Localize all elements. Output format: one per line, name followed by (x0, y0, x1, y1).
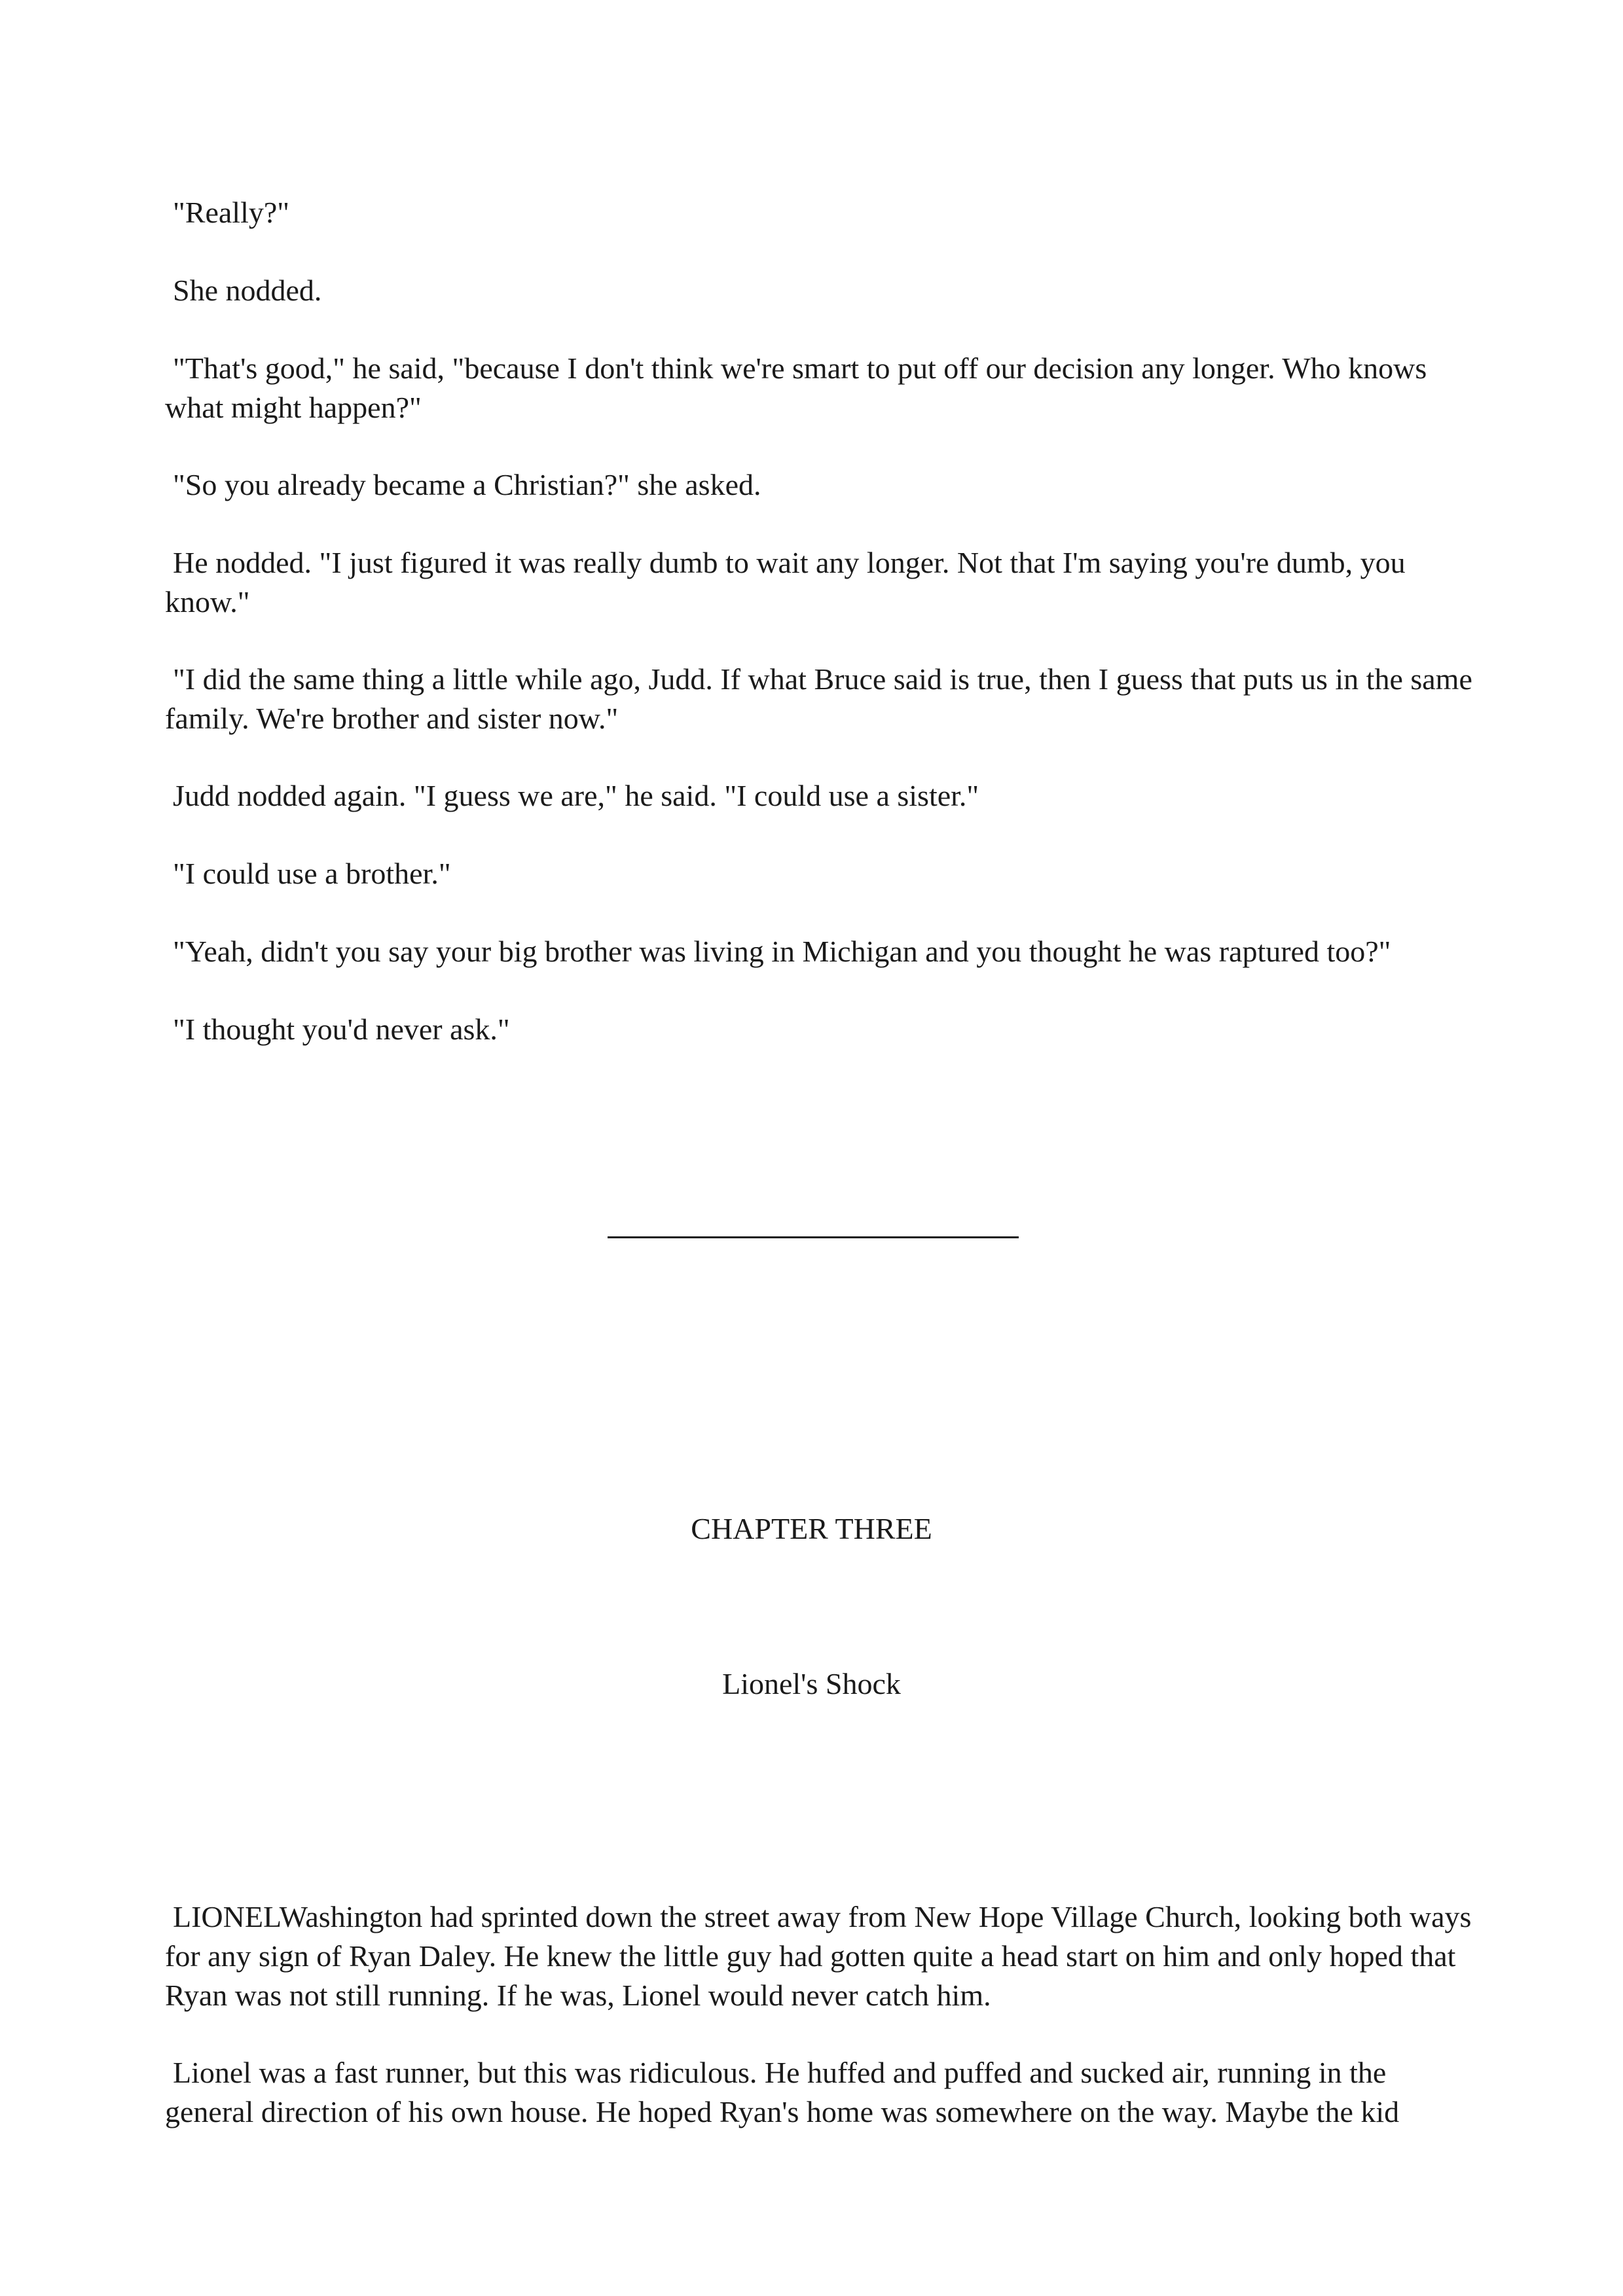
section-divider (608, 1236, 1019, 1238)
paragraph: "Really?" (173, 196, 290, 229)
chapter-number: CHAPTER THREE (691, 1512, 932, 1545)
paragraph: He nodded. "I just figured it was really dumb to wait any longer. Not that I'm saying you're dumb, you know." (165, 546, 1406, 619)
paragraph: She nodded. (173, 274, 322, 307)
paragraph: "Yeah, didn't you say your big brother was living in Michigan and you thought he was raptured too?" (173, 935, 1391, 968)
paragraph: "I thought you'd never ask." (173, 1013, 510, 1046)
chapter-title: Lionel's Shock (722, 1667, 901, 1700)
paragraph: LIONELWashington had sprinted down the street away from New Hope Village Church, looking both ways for any sign of Ryan Daley. He knew the little guy had gotten quite a head start on him and only hoped that Ryan was not still running. If he was, Lionel would never catch him. (165, 1900, 1472, 2012)
paragraph: "I could use a brother." (173, 857, 451, 890)
paragraph: "That's good," he said, "because I don't think we're smart to put off our decision any longer. Who knows what might happen?" (165, 351, 1427, 424)
paragraph: Judd nodded again. "I guess we are," he said. "I could use a sister." (173, 779, 979, 812)
paragraph: Lionel was a fast runner, but this was ridiculous. He huffed and puffed and sucked air, running in the general direction of his own house. He hoped Ryan's home was somewhere on the way. Maybe the kid (165, 2056, 1400, 2128)
paragraph: "I did the same thing a little while ago, Judd. If what Bruce said is true, then I guess that puts us in the same family. We're brother and sister now." (165, 662, 1472, 735)
paragraph: "So you already became a Christian?" she asked. (173, 468, 761, 501)
